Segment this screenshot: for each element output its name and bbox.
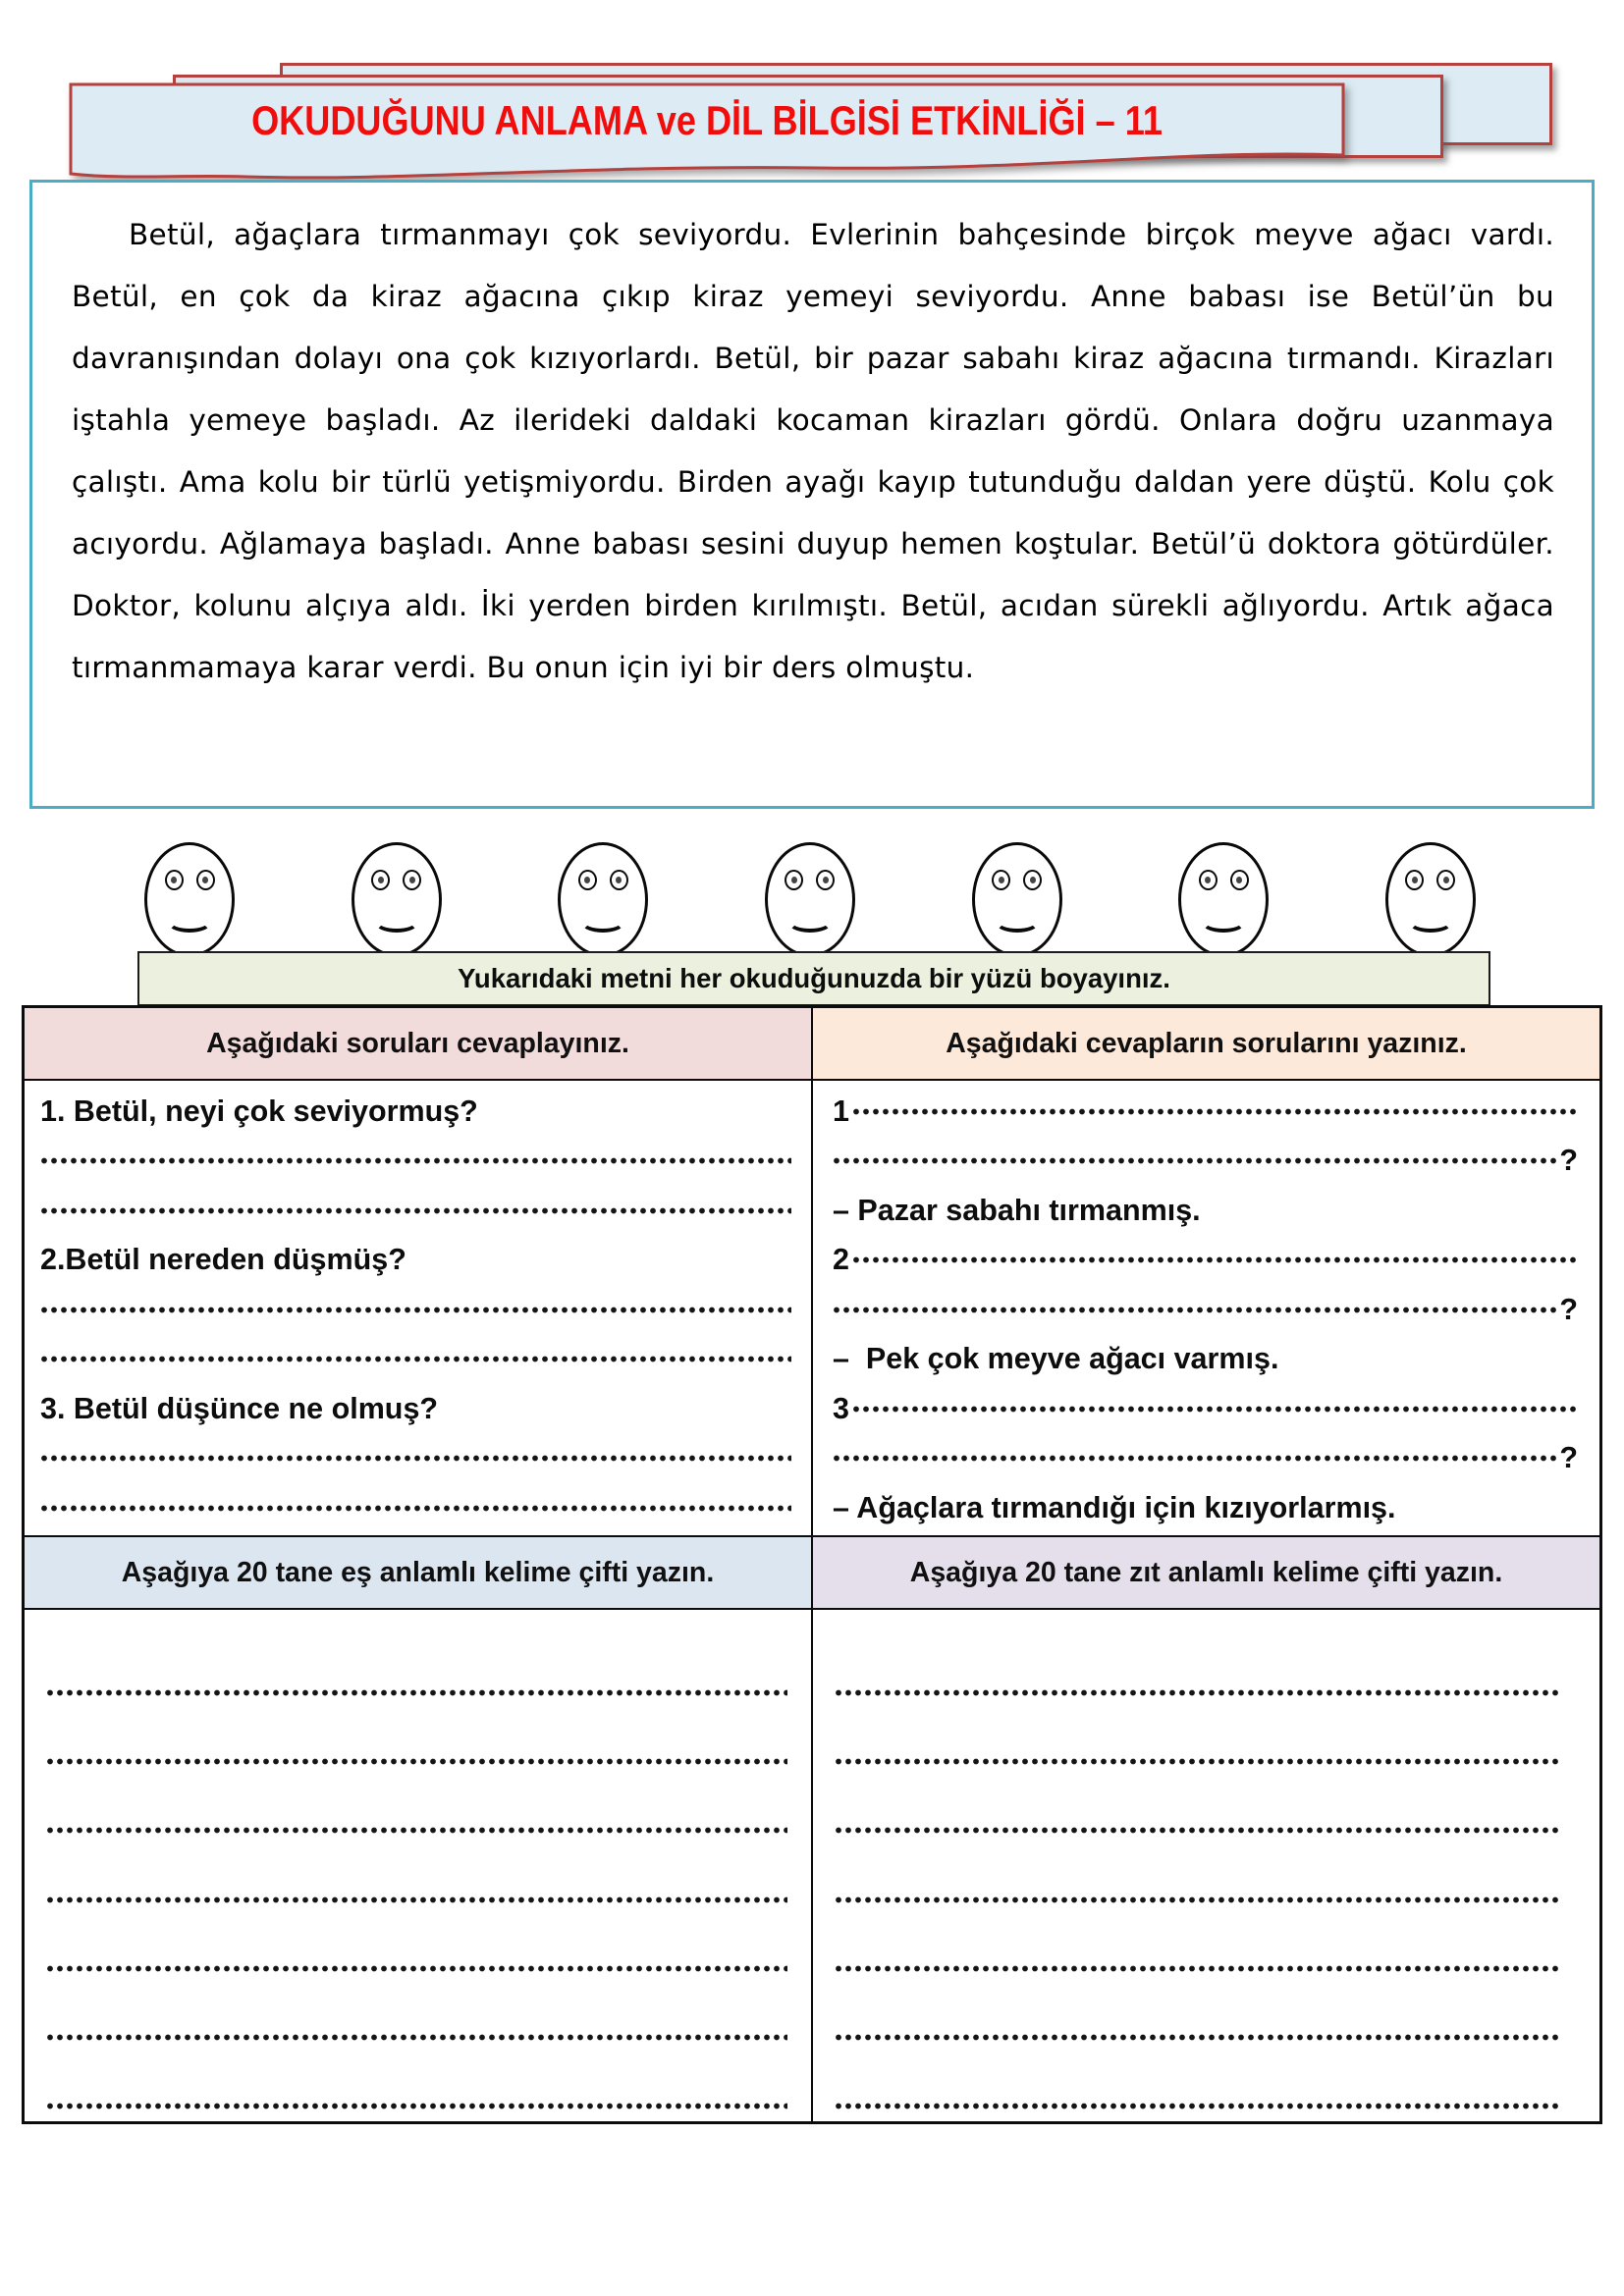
dotted-writing-line[interactable]	[40, 1452, 791, 1465]
smiley-eyes	[1181, 870, 1266, 890]
smiley-eyes	[561, 870, 645, 890]
dotted-writing-line[interactable]	[46, 1824, 787, 1837]
smiley-mouth	[995, 911, 1040, 933]
dotted-writing-line[interactable]	[833, 1452, 1556, 1465]
dotted-writing-line[interactable]	[835, 1686, 1560, 1699]
dotted-writing-line[interactable]	[46, 1686, 787, 1699]
smiley-eyes	[147, 870, 232, 890]
dotted-writing-line[interactable]	[835, 1962, 1560, 1975]
dotted-writing-line[interactable]	[852, 1254, 1578, 1266]
qa-table	[22, 1005, 1602, 2124]
dotted-writing-line[interactable]	[835, 2100, 1560, 2112]
dotted-writing-line[interactable]	[46, 1755, 787, 1768]
dotted-writing-line[interactable]	[40, 1154, 791, 1167]
antonyms-writing-cell	[812, 1609, 1600, 2122]
dotted-writing-line[interactable]	[833, 1154, 1556, 1167]
smiley-mouth	[167, 911, 212, 933]
questions-header-text: Aşağıdaki soruları cevaplayınız.	[206, 1027, 629, 1059]
reading-instruction-banner	[137, 951, 1490, 1006]
smiley-mouth	[787, 911, 833, 933]
answers-header-text: Aşağıdaki cevapların sorularını yazınız.	[946, 1027, 1467, 1059]
smiley-mouth	[1201, 911, 1246, 933]
story-box	[29, 180, 1595, 809]
answers-cell	[812, 1080, 1600, 1536]
answer-number-1: 1	[833, 1094, 849, 1128]
answers-header	[812, 1007, 1600, 1080]
dotted-writing-line[interactable]	[40, 1304, 791, 1316]
reading-faces-row	[144, 842, 1476, 968]
dotted-writing-line[interactable]	[835, 1824, 1560, 1837]
synonyms-writing-cell	[24, 1609, 812, 2122]
answer-1: – Pazar sabahı tırmanmış.	[833, 1193, 1201, 1227]
smiley-eyes	[354, 870, 439, 890]
dotted-writing-line[interactable]	[833, 1304, 1556, 1316]
questions-header	[24, 1007, 812, 1080]
question-mark: ?	[1559, 1292, 1578, 1326]
dotted-writing-line[interactable]	[852, 1403, 1578, 1415]
smiley-eyes	[975, 870, 1059, 890]
smiley-mouth	[580, 911, 625, 933]
smiley-face-icon[interactable]	[972, 842, 1062, 957]
question-3: 3. Betül düşünce ne olmuş?	[40, 1391, 439, 1425]
dotted-writing-line[interactable]	[835, 1755, 1560, 1768]
dotted-writing-line[interactable]	[46, 1894, 787, 1906]
smiley-mouth	[1408, 911, 1453, 933]
answer-number-2: 2	[833, 1243, 849, 1277]
dotted-writing-line[interactable]	[46, 1962, 787, 1975]
smiley-face-icon[interactable]	[352, 842, 442, 957]
answer-3: – Ağaçlara tırmandığı için kızıyorlarmış.	[833, 1490, 1396, 1524]
page-title: OKUDUĞUNU ANLAMA ve DİL BİLGİSİ ETKİNLİĞİ – 11	[251, 97, 1163, 143]
answer-2: – Pek çok meyve ağacı varmış.	[833, 1342, 1279, 1376]
smiley-face-icon[interactable]	[765, 842, 855, 957]
question-mark: ?	[1559, 1144, 1578, 1178]
question-1: 1. Betül, neyi çok seviyormuş?	[40, 1094, 478, 1128]
dotted-writing-line[interactable]	[835, 1894, 1560, 1906]
smiley-face-icon[interactable]	[144, 842, 235, 957]
smiley-face-icon[interactable]	[1178, 842, 1269, 957]
dotted-writing-line[interactable]	[852, 1105, 1578, 1118]
story-text: Betül, ağaçlara tırmanmayı çok seviyordu. Evlerinin bahçesinde birçok meyve ağacı vardı. Betül, en çok da kiraz ağacına çıkıp kiraz yemeyi seviyordu. Anne babası ise Betül’ün bu davranışından dolayı ona çok kızıyorlardı. Betül, bir pazar sabahı kiraz ağacına tırmandı. Kirazları iştahla yemeye başladı. Az ilerideki daldaki kocaman kirazları gördü. Onlara doğru uzanmaya çalıştı. Ama kolu bir türlü yetişmiyordu. Birden ayağı kayıp tutunduğu daldan yere düştü. Kolu çok acıyordu. Ağlamaya başladı. Anne babası sesini duyup hemen koştular. Betül’ü doktora götürdüler. Doktor, kolunu alçıya aldı. İki yerden birden kırılmıştı. Betül, acıdan sürekli ağlıyordu. Artık ağaca tırmanmamaya karar verdi. Bu onun için iyi bir ders olmuştu.	[72, 218, 1554, 684]
dotted-writing-line[interactable]	[46, 2031, 787, 2044]
synonyms-header	[24, 1536, 812, 1609]
antonyms-header	[812, 1536, 1600, 1609]
dotted-writing-line[interactable]	[40, 1204, 791, 1217]
dotted-writing-line[interactable]	[46, 2100, 787, 2112]
reading-instruction-text: Yukarıdaki metni her okuduğunuzda bir yüzü boyayınız.	[458, 963, 1170, 993]
question-mark: ?	[1559, 1441, 1578, 1475]
dotted-writing-line[interactable]	[835, 2031, 1560, 2044]
questions-cell	[24, 1080, 812, 1536]
synonyms-header-text: Aşağıya 20 tane eş anlamlı kelime çifti yazın.	[121, 1556, 715, 1588]
smiley-eyes	[1388, 870, 1473, 890]
dotted-writing-line[interactable]	[40, 1353, 791, 1365]
smiley-face-icon[interactable]	[558, 842, 648, 957]
smiley-eyes	[768, 870, 852, 890]
question-2: 2.Betül nereden düşmüş?	[40, 1243, 406, 1277]
answer-number-3: 3	[833, 1391, 849, 1425]
smiley-face-icon[interactable]	[1385, 842, 1476, 957]
smiley-mouth	[374, 911, 419, 933]
antonyms-header-text: Aşağıya 20 tane zıt anlamlı kelime çifti yazın.	[909, 1556, 1503, 1588]
dotted-writing-line[interactable]	[40, 1502, 791, 1515]
